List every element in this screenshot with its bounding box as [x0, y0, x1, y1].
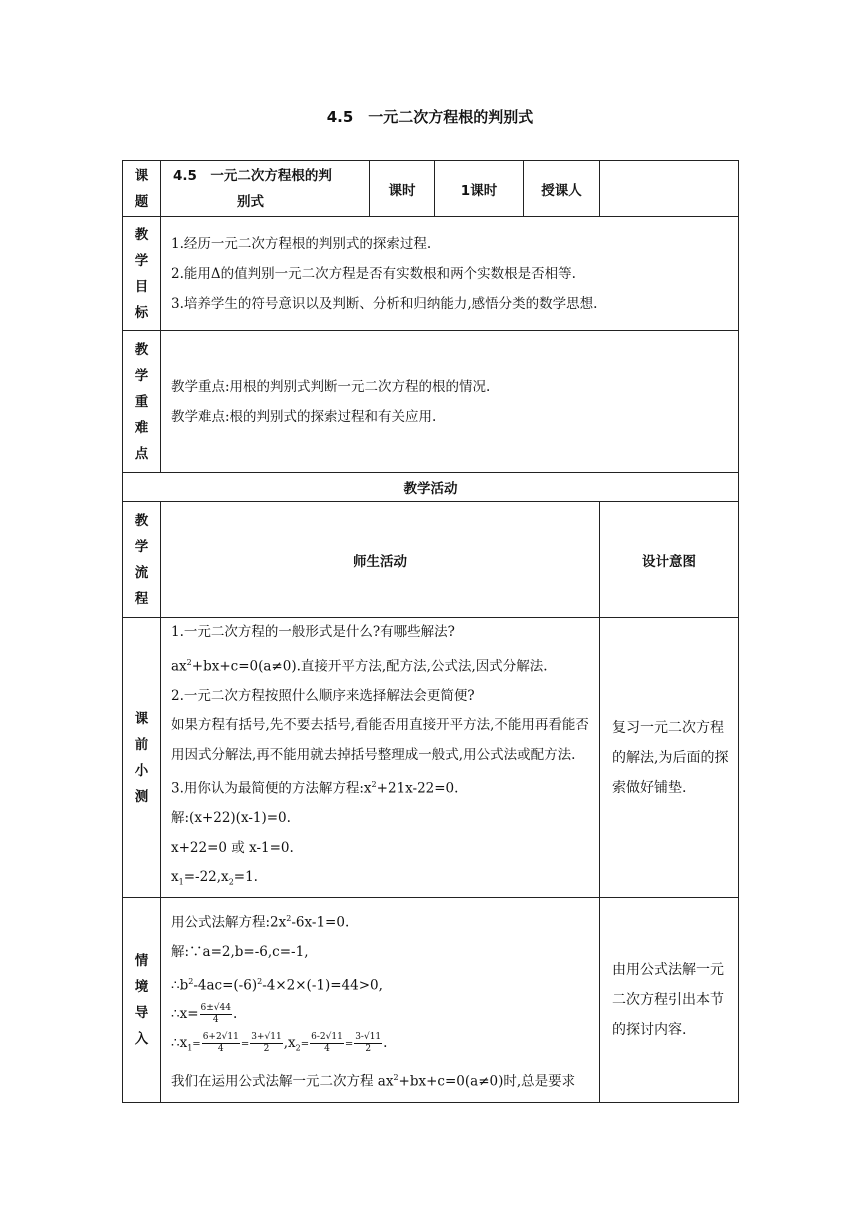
key-points-label: 教 学 重 难 点	[123, 331, 161, 473]
topic-row	[123, 161, 739, 217]
fraction: $\frac{3+√11}{2}$	[251, 1032, 282, 1055]
goals-label: 教 学 目 标	[123, 217, 161, 331]
activity-header-row	[123, 473, 739, 502]
key-points-row	[123, 331, 739, 473]
fraction: $\frac{6\pm√44}{4}$	[200, 1003, 231, 1026]
scenario-content: 用公式法解方程$:2x^2-6x-1=0$. 解:∵a=2,b=-6,c=-1, $\therefore b^2-4ac=(-6)^2-4\times 2\times(-1)=44>0$, ∴x= $\frac{6\pm√44}{4}$ . $\therefore x_1=$ $\frac{6+2√11}{4}$ = $\frac{3+√11}{2}$ $,x_2=$ $\frac{6-2√11}{4}$ = $\frac{3-√11}{2}$ . 我们在运用公式法解一元二次方程 $ax^2+bx+c=0(a\ne 0)$时,总是要求	[161, 898, 600, 1103]
period-label: 课时	[370, 161, 435, 217]
pretest-intent: 复习一元二次方程的解法,为后面的探索做好铺垫.	[600, 618, 739, 898]
pretest-content: 1.一元二次方程的一般形式是什么?有哪些解法? $ax^2+bx+c=0(a\ne 0)$.直接开平方法,配方法,公式法,因式分解法. 2.一元二次方程按照什么顺序来选择解法会更简便? 如果方程有括号,先不要去括号,看能否用直接开平方法,不能用再看能否用因式分解法,再不能用就去掉括号整理成一般式,用公式法或配方法. 3.用你认为最简便的方法解方程$:x^2+21x-22=0$. 解:(x+22)(x-1)=0. x+22=0 或 x-1=0. $x_1=-22,x_2=1$.	[161, 618, 600, 898]
document-title: 4.5 一元二次方程根的判别式	[326, 108, 534, 126]
fraction: $\frac{3-√11}{2}$	[355, 1032, 382, 1055]
teacher-value	[600, 161, 739, 217]
key-points-content	[161, 331, 739, 473]
scenario-row	[123, 898, 739, 1103]
intent-column-header: 设计意图	[600, 502, 739, 618]
activity-column-header: 师生活动	[161, 502, 600, 618]
key-point: 教学重点:用根的判别式判断一元二次方程的根的情况.	[171, 378, 491, 395]
goal-item: 1.经历一元二次方程根的判别式的探索过程.	[171, 235, 432, 252]
fraction: $\frac{6-2√11}{4}$	[311, 1032, 343, 1055]
flow-label: 教 学 流 程	[123, 502, 161, 618]
goal-item: 2.能用Δ的值判别一元二次方程是否有实数根和两个实数根是否相等.	[171, 265, 576, 282]
scenario-label: 情 境 导 入	[123, 898, 161, 1103]
goals-row	[123, 217, 739, 331]
period-value: 1课时	[435, 161, 524, 217]
pretest-label: 课 前 小 测	[123, 618, 161, 898]
teacher-label: 授课人	[524, 161, 600, 217]
activity-header: 教学活动	[123, 473, 739, 502]
topic-value: 4.5 一元二次方程根的判 别式	[161, 161, 370, 217]
goal-item: 3.培养学生的符号意识以及判断、分析和归纳能力,感悟分类的数学思想.	[171, 295, 598, 312]
goals-content	[161, 217, 739, 331]
scenario-intent: 由用公式法解一元二次方程引出本节的探讨内容.	[600, 898, 739, 1103]
key-point: 教学难点:根的判别式的探索过程和有关应用.	[171, 408, 437, 425]
flow-header-row	[123, 502, 739, 618]
pretest-row	[123, 618, 739, 898]
fraction: $\frac{6+2√11}{4}$	[202, 1032, 239, 1055]
topic-label: 课 题	[123, 161, 161, 217]
lesson-plan-table	[122, 160, 739, 1103]
